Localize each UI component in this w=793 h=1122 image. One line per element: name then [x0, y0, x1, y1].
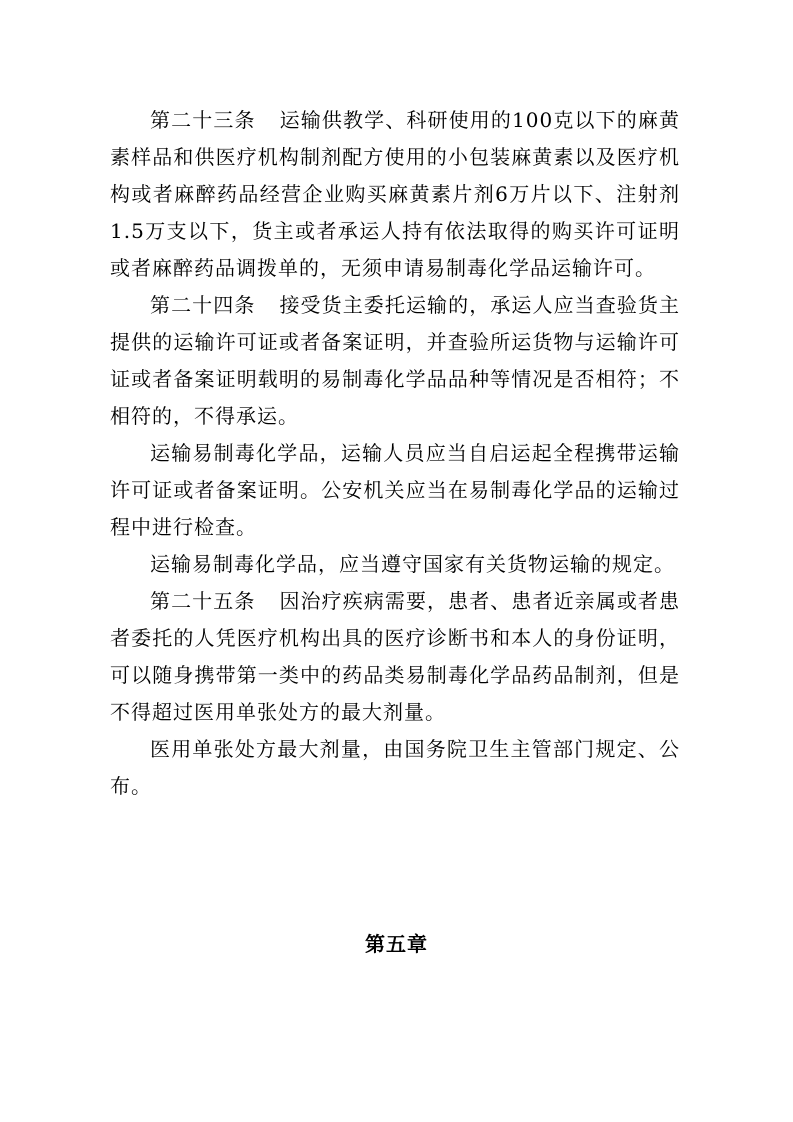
article-25-paragraph-2 — [110, 731, 680, 805]
article-23 — [110, 102, 680, 287]
article-24-paragraph-2 — [110, 435, 680, 546]
article-label: 第二十四条 — [150, 293, 256, 317]
document-body — [110, 102, 680, 805]
article-text: 运输供教学、科研使用的100克以下的麻黄素样品和供医疗机构制剂配方使用的小包装麻黄素以及医疗机构或者麻醉药品经营企业购买麻黄素片剂6万片以下、注射剂1.5万支以下，货主或者承运人持有依法取得的购买许可证明或者麻醉药品调拨单的，无须申请易制毒化学品运输许可。 — [110, 108, 680, 280]
paragraph-text: 医用单张处方最大剂量，由国务院卫生主管部门规定、公布。 — [110, 737, 680, 798]
article-text: 接受货主委托运输的，承运人应当查验货主提供的运输许可证或者备案证明，并查验所运货物与运输许可证或者备案证明载明的易制毒化学品品种等情况是否相符；不相符的，不得承运。 — [110, 293, 681, 428]
article-label: 第二十五条 — [150, 589, 256, 613]
article-24-paragraph-3 — [110, 546, 680, 583]
article-label: 第二十三条 — [150, 108, 256, 132]
paragraph-text: 运输易制毒化学品，应当遵守国家有关货物运输的规定。 — [150, 552, 675, 576]
paragraph-text: 运输易制毒化学品，运输人员应当自启运起全程携带运输许可证或者备案证明。公安机关应当在易制毒化学品的运输过程中进行检查。 — [110, 441, 680, 539]
article-24 — [110, 287, 680, 435]
chapter-heading: 第五章 — [365, 932, 428, 956]
article-25 — [110, 583, 680, 731]
article-text: 因治疗疾病需要，患者、患者近亲属或者患者委托的人凭医疗机构出具的医疗诊断书和本人的身份证明，可以随身携带第一类中的药品类易制毒化学品药品制剂，但是不得超过医用单张处方的最大剂量。 — [110, 589, 681, 724]
